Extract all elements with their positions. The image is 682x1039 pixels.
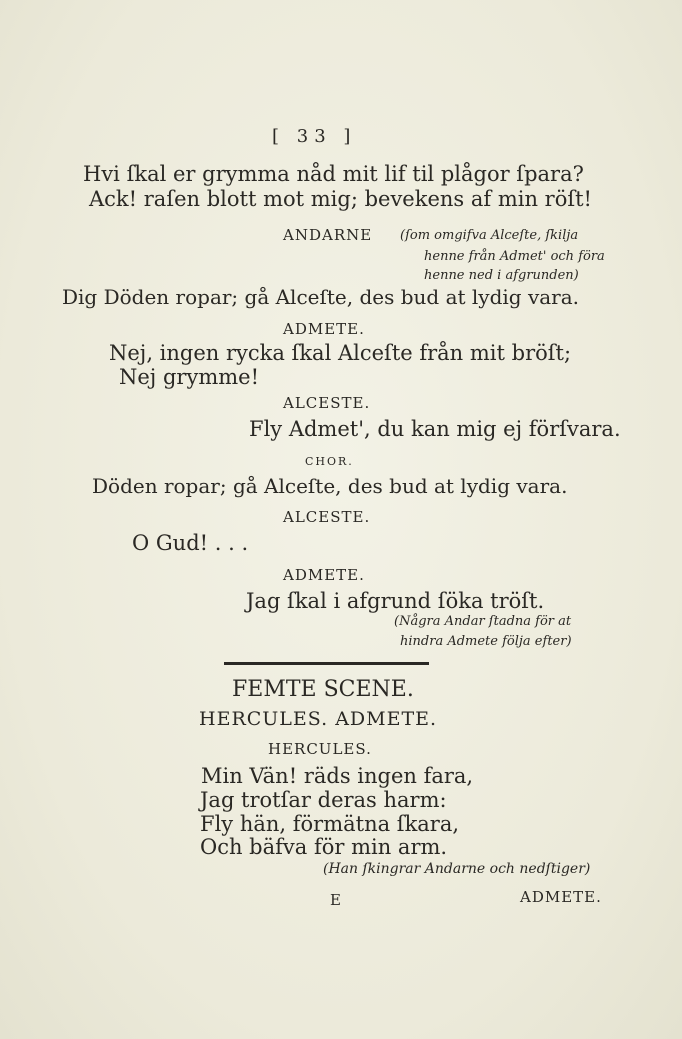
stage-direction: (ſom omgifva Alceſte, ſkilja: [400, 228, 579, 243]
speaker-andarne: ANDARNE: [283, 226, 373, 244]
verse-line: Hvi ſkal er grymma nåd mit lif til plågor ſpara?: [83, 162, 584, 186]
verse-line: Nej grymme!: [119, 365, 260, 389]
speaker-admete: ADMETE.: [283, 320, 365, 338]
stage-direction: hindra Admete följa efter): [400, 634, 572, 649]
signature-mark: E: [330, 891, 341, 909]
verse-line: Fly Admet', du kan mig ej förſvara.: [249, 417, 621, 441]
verse-line: Nej, ingen rycka ſkal Alceſte från mit bröſt;: [109, 341, 572, 365]
verse-line: Jag ſkal i afgrund ſöka tröſt.: [246, 589, 545, 613]
speaker-admete: ADMETE.: [283, 566, 365, 584]
speaker-hercules: HERCULES.: [268, 740, 372, 758]
speaker-alceste: ALCESTE.: [283, 508, 371, 526]
catchword: ADMETE.: [520, 888, 602, 906]
verse-line: Döden ropar; gå Alceſte, des bud at lydig vara.: [92, 474, 568, 498]
verse-line: Och bäfva för min arm.: [200, 835, 448, 859]
scene-characters: HERCULES. ADMETE.: [199, 708, 438, 730]
verse-line: Ack! raſen blott mot mig; bevekens af min röſt!: [89, 187, 592, 211]
speaker-chor: CHOR.: [305, 455, 354, 468]
scene-title: FEMTE SCENE.: [232, 677, 414, 702]
stage-direction: henne ned i afgrunden): [424, 268, 579, 283]
verse-line: Jag trotſar deras harm:: [200, 788, 447, 812]
verse-line: Dig Döden ropar; gå Alceſte, des bud at lydig vara.: [62, 285, 580, 309]
stage-direction: henne från Admet' och föra: [424, 249, 605, 264]
verse-line: Fly hän, förmätna ſkara,: [200, 812, 460, 836]
section-divider: [224, 662, 429, 665]
page-number-header: [ 33 ]: [272, 126, 357, 147]
stage-direction: (Han ſkingrar Andarne och nedſtiger): [323, 861, 591, 877]
speaker-alceste: ALCESTE.: [283, 394, 371, 412]
verse-line: O Gud! . . .: [132, 531, 249, 555]
verse-line: Min Vän! räds ingen fara,: [201, 764, 474, 788]
stage-direction: (Några Andar ſtadna för at: [394, 614, 572, 629]
